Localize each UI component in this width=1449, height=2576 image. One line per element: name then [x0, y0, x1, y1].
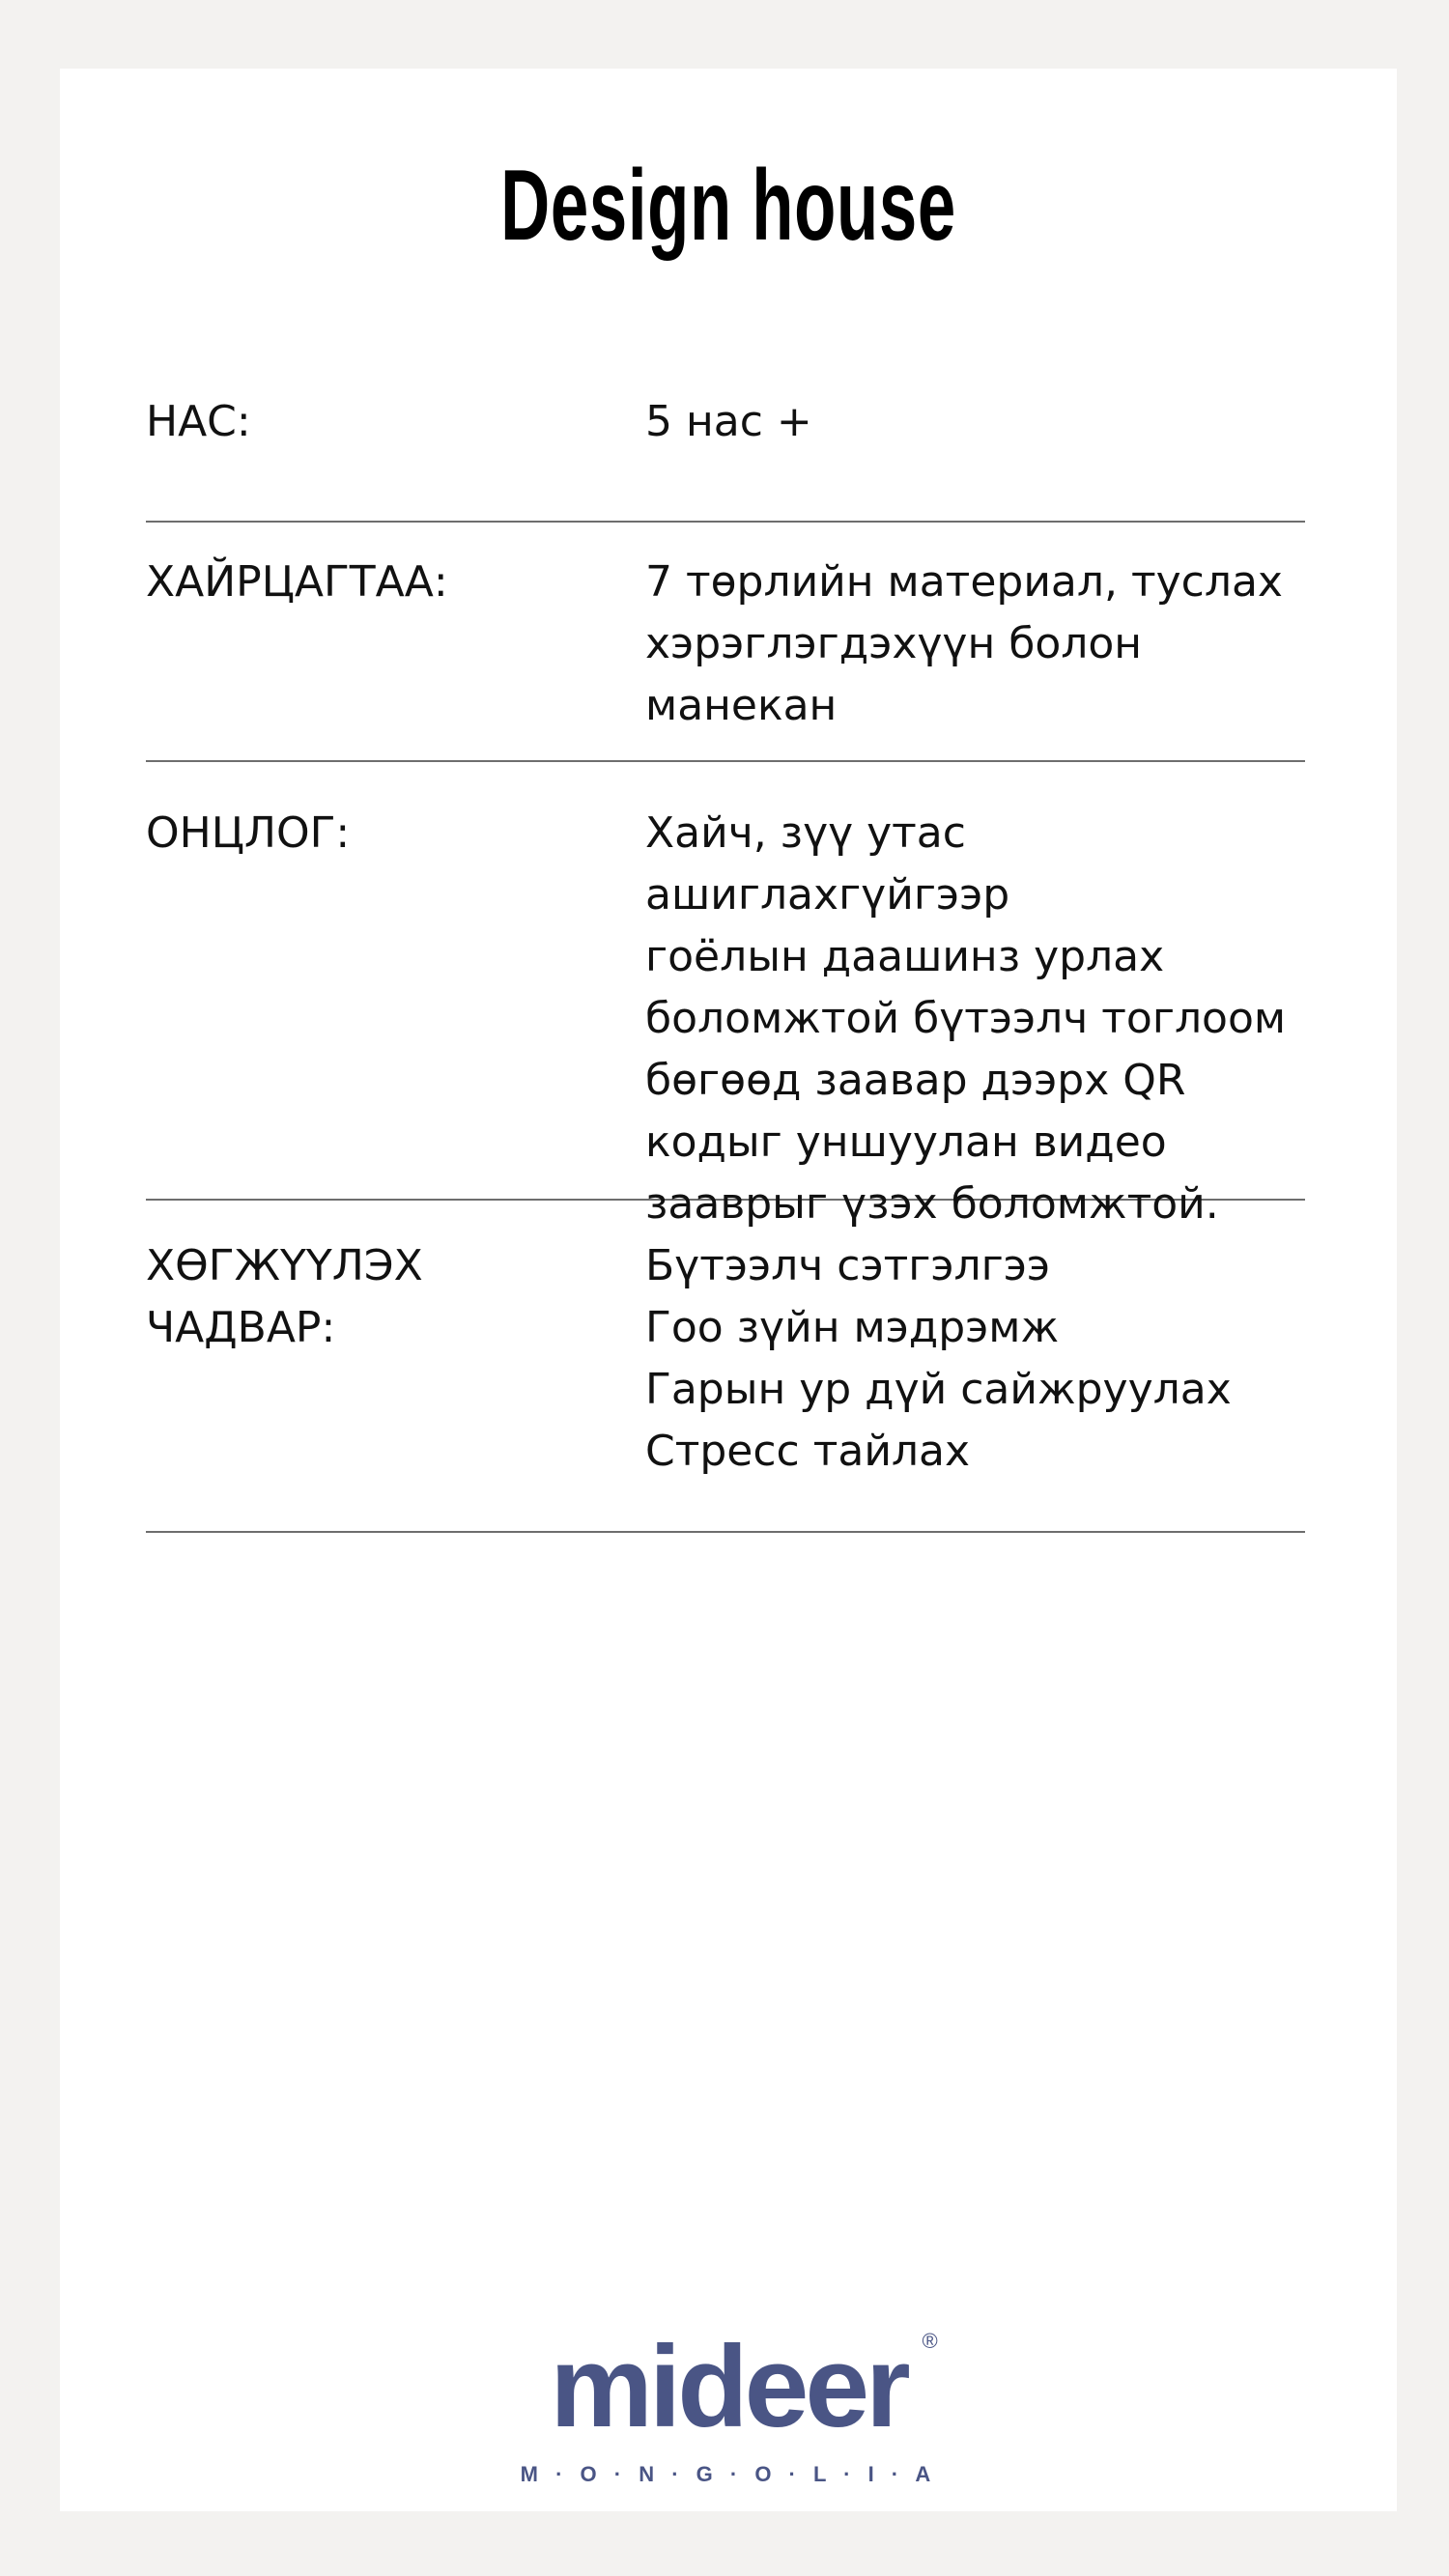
specs-table — [146, 354, 1305, 1533]
spec-value: Хайч, зүү утас ашиглахгүйгээр гоёлын даашинз урлах боломжтой бүтээлч тоглоом бөгөөд заавар дээрх QR кодыг уншуулан видео зааврыг үзэх боломжтой. — [645, 808, 1287, 1229]
logo-word-text: mideer — [550, 2322, 907, 2451]
spec-value: 7 төрлийн материал, туслах хэрэглэгдэхүүн болон манекан — [645, 557, 1283, 730]
product-title: Design house — [500, 150, 956, 262]
spec-value: Бүтээлч сэтгэлгээ Гоо зүйн мэдрэмж Гарын ур дүй сайжруулах Стресс тайлах — [645, 1241, 1232, 1476]
spec-row-age — [146, 354, 1305, 523]
product-info-card — [60, 69, 1397, 2511]
spec-label: ХАЙРЦАГТАА: — [146, 557, 448, 607]
registered-mark: ® — [922, 2329, 938, 2353]
spec-row-skills — [146, 1201, 1305, 1533]
logo-wordmark — [550, 2322, 938, 2451]
spec-row-contents — [146, 523, 1305, 762]
spec-value: 5 нас + — [645, 397, 812, 446]
spec-label: ХӨГЖҮҮЛЭХ ЧАДВАР: — [146, 1241, 423, 1352]
brand-logo — [60, 2322, 1397, 2487]
spec-row-features — [146, 762, 1305, 1229]
spec-label: ОНЦЛОГ: — [146, 808, 351, 858]
spec-label: НАС: — [146, 397, 251, 446]
logo-subtitle: M · O · N · G · O · L · I · A — [520, 2462, 937, 2486]
